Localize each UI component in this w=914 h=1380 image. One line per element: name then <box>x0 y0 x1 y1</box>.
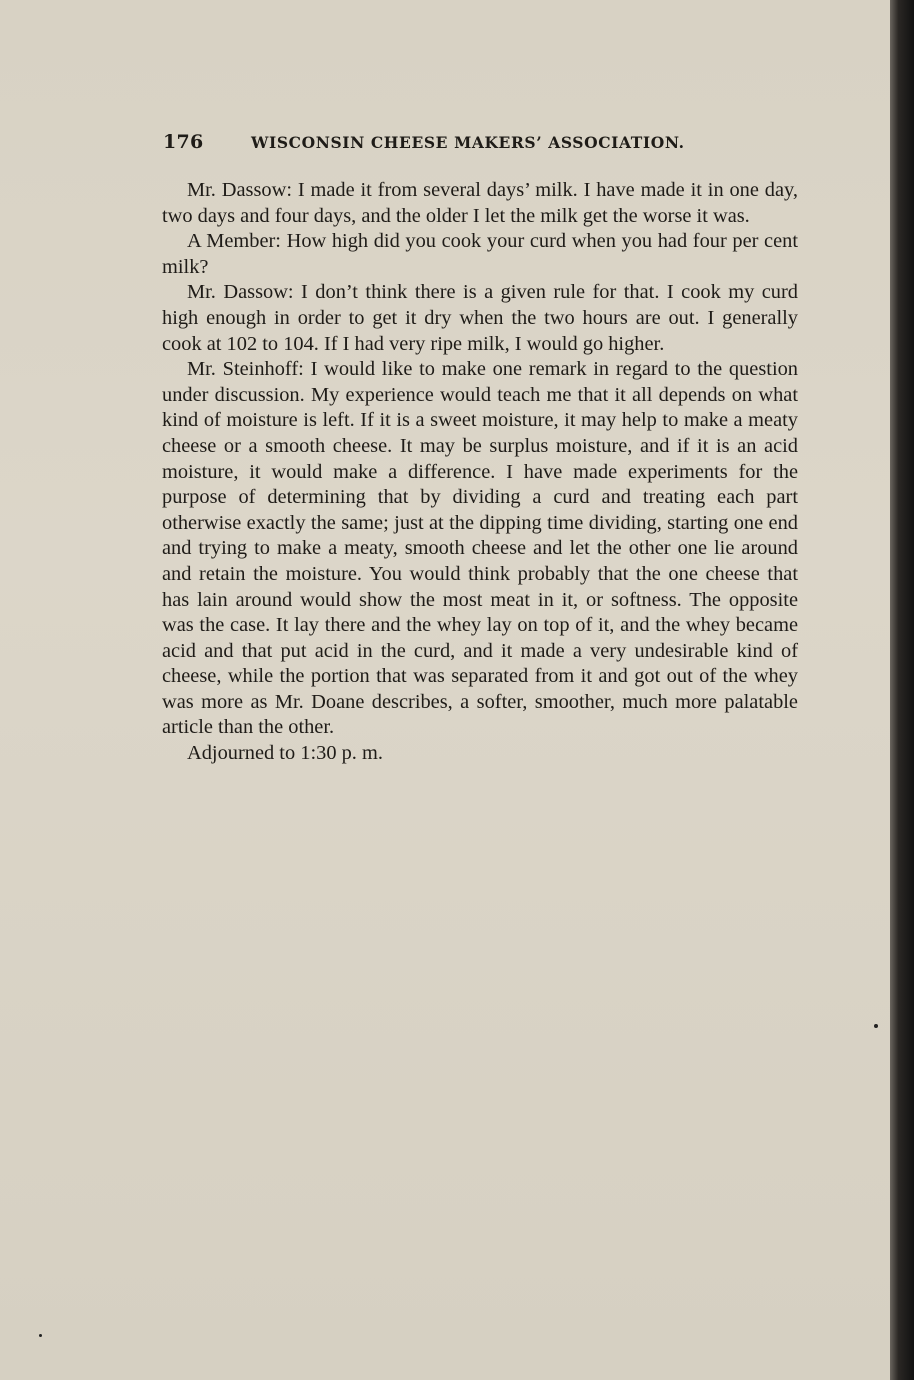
page-header <box>163 131 723 153</box>
speaker: A Member: <box>187 230 281 253</box>
specks <box>39 1334 42 1337</box>
speaker: Mr. Steinhoff: <box>187 358 304 381</box>
specks <box>874 1024 878 1028</box>
paragraph <box>162 178 798 229</box>
body-text <box>162 178 798 767</box>
paragraph-text: I don’t think there is a given rule for that. I cook my curd high enough in order to get it dry when the two hours are out. I generally cook at 102 to 104. If I had very ripe milk, I would go higher. <box>162 281 798 355</box>
paragraph <box>162 280 798 357</box>
paragraph-text: I would like to make one remark in regard to the question under discussion. My experience would teach me that it all depends on what kind of moisture is left. If it is a sweet moisture, it may help to make a meaty cheese or a smooth cheese. It may be surplus moisture, and if it is an acid moisture, it would make a difference. I have made experiments for the purpose of determining that by dividing a curd and treating each part otherwise exactly the same; just at the dipping time dividing, starting one end and trying to make a meaty, smooth cheese and let the other one lie around and retain the moisture. You would think probably that the one cheese that has lain around would show the most meat in it, or softness. The opposite was the case. It lay there and the whey lay on top of it, and the whey became acid and that put acid in the curd, and it made a very undesirable kind of cheese, while the portion that was separated from it and got out of the whey was more as Mr. Doane describes, a softer, smoother, much more palatable article than the other. <box>162 358 798 739</box>
paragraph <box>162 229 798 280</box>
paragraph <box>162 357 798 741</box>
book-spine-edge <box>890 0 914 1380</box>
speaker: Mr. Dassow: <box>187 179 292 201</box>
speaker: Mr. Dassow: <box>187 281 294 304</box>
running-head: WISCONSIN CHEESE MAKERS’ ASSOCIATION. <box>251 133 685 152</box>
paragraph-text: Adjourned to 1:30 p. m. <box>187 742 383 765</box>
closing-line <box>162 741 798 767</box>
paragraph-text: I made it from several days’ milk. I have made it in one day, two days and four days, and the older I let the milk get the worse it was. <box>162 179 798 227</box>
paragraph-text: How high did you cook your curd when you had four per cent milk? <box>162 230 798 278</box>
page-number: 176 <box>163 131 204 153</box>
